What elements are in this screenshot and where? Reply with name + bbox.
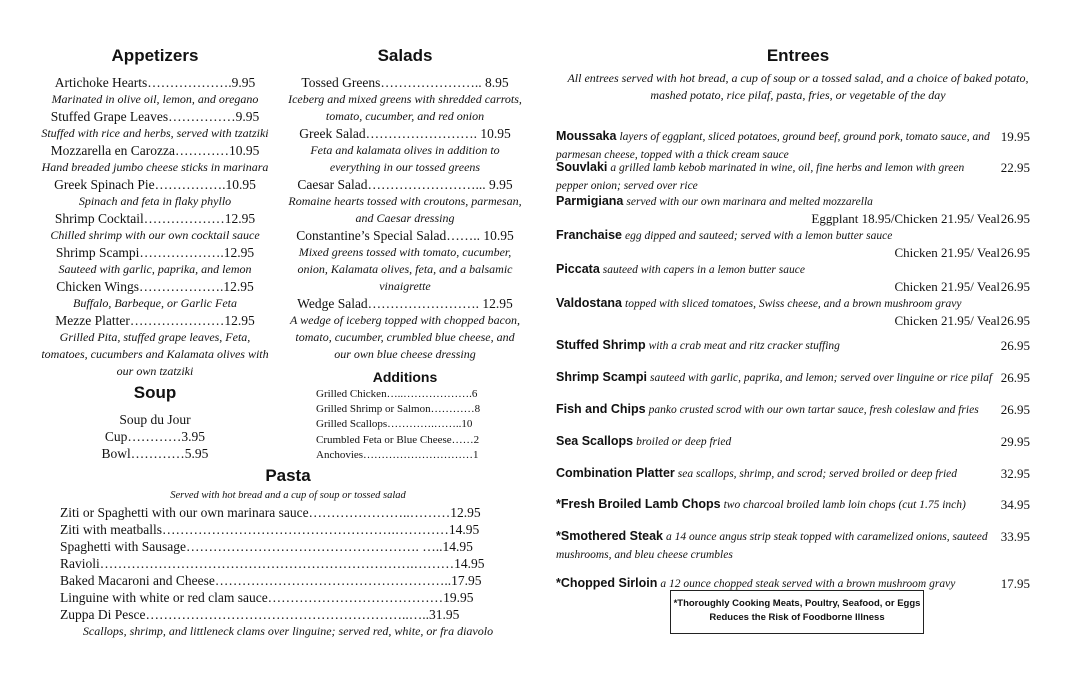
entree-name: Fish and Chips [556,402,646,416]
entree-options: Chicken 21.95/ Veal [894,245,1000,260]
additions-heading: Additions [372,369,438,385]
entree-item [556,465,1040,483]
appetizer-item: Shrimp Scampi……………….12.95 [55,245,255,260]
salad-description: Romaine hearts tossed with croutons, parmesan, and Caesar dressing [288,194,522,225]
soup-item: Soup du Jour [119,412,191,427]
appetizer-item: Shrimp Cocktail………………12.95 [54,211,256,226]
entree-description: egg dipped and sauteed; served with a lemon butter sauce [625,230,893,242]
entree-description: a 14 ounce angus strip steak topped with caramelized onions, sauteed mushrooms, and bleu cheese crumbles [556,531,988,561]
entree-name: Moussaka [556,129,617,143]
entree-price: 26.95 [1000,279,1030,294]
salad-description: Feta and kalamata olives in addition to everything in our tossed greens [310,143,500,174]
entree-price: 26.95 [1000,211,1030,226]
pasta-item: Spaghetti with Sausage……………………………………………. …..14.95 [60,539,473,554]
entree-description: a 12 ounce chopped steak served with a brown mushroom gravy [660,578,956,590]
pasta-item: Linguine with white or red clam sauce…………………………………19.95 [60,590,474,605]
entree-name: Stuffed Shrimp [556,338,646,352]
salads-heading: Salads [377,46,433,65]
addition-item: Crumbled Feta or Blue Cheese……2 [316,433,480,446]
entree-description: two charcoal broiled lamb loin chops (cut 1.75 inch) [723,499,966,511]
appetizer-description: Sauteed with garlic, paprika, and lemon [58,262,252,276]
entree-price: 17.95 [1000,576,1030,591]
appetizer-item: Stuffed Grape Leaves……………9.95 [50,109,260,124]
salad-item: Caesar Salad……………………... 9.95 [297,177,513,192]
entree-price: 26.95 [1000,338,1030,353]
entrees-note: All entrees served with hot bread, a cup of soup or a tossed salad, and a choice of baked potato, mashed potato, rice pilaf, pasta, fries, or vegetable of the day [567,71,1029,102]
salad-description: Mixed greens tossed with tomato, cucumber, onion, Kalamata olives, feta, and a balsamic vinaigrette [297,245,513,293]
entree-item [556,369,1040,387]
appetizer-description: Stuffed with rice and herbs, served with tzatziki [41,126,269,140]
appetizer-description: Buffalo, Barbeque, or Garlic Feta [73,296,237,310]
salad-item: Constantine’s Special Salad…….. 10.95 [296,228,514,243]
entree-item [556,261,1040,294]
entree-price: 26.95 [1000,370,1030,385]
appetizer-item: Artichoke Hearts……………….9.95 [54,75,256,90]
entree-description: with a crab meat and ritz cracker stuffing [648,340,840,352]
pasta-footer: Scallops, shrimp, and littleneck clams over linguine; served red, white, or fra diavolo [82,624,494,638]
entree-price: 22.95 [1000,160,1030,175]
entree-description: a grilled lamb kebob marinated in wine, oil, fine herbs and lemon with green pepper onion; served over rice [556,162,965,192]
entree-description: layers of eggplant, sliced potatoes, ground beef, ground pork, tomato sauce, and parmesan cheese, topped with a thick cream sauce [556,131,990,161]
entree-description: topped with sliced tomatoes, Swiss cheese, and a brown mushroom gravy [625,298,962,310]
entree-name: Parmigiana [556,194,624,208]
entree-description: served with our own marinara and melted mozzarella [626,196,873,208]
salad-item: Tossed Greens………………….. 8.95 [301,75,509,90]
salad-item: Wedge Salad……………………. 12.95 [297,296,513,311]
entree-name: *Fresh Broiled Lamb Chops [556,497,721,511]
entree-options: Chicken 21.95/ Veal [894,313,1000,328]
appetizer-item: Mezze Platter…………………12.95 [55,313,255,328]
entree-name: Valdostana [556,296,622,310]
entree-name: Piccata [556,262,600,276]
additions-section [300,369,510,463]
soup-section [40,383,270,462]
appetizer-item: Chicken Wings……………….12.95 [56,279,254,294]
pasta-section [60,466,516,640]
appetizer-description: Grilled Pita, stuffed grape leaves, Feta, tomatoes, cucumbers and Kalamata olives with our own tzatziki [41,330,269,378]
salads-section [286,46,524,363]
entree-options: Eggplant 18.95/Chicken 21.95/ Veal [811,211,1000,226]
soup-item: Bowl…………5.95 [101,446,209,461]
appetizer-description: Spinach and feta in flaky phyllo [78,194,232,208]
pasta-subtitle: Served with hot bread and a cup of soup or tossed salad [170,490,406,501]
entree-description: sea scallops, shrimp, and scrod; served broiled or deep fried [677,468,958,480]
entree-description: panko crusted scrod with our own tartar sauce, fresh coleslaw and fries [648,404,979,416]
entree-item [556,433,1040,451]
appetizer-description: Hand breaded jumbo cheese sticks in marinara [41,160,269,174]
soup-heading: Soup [133,383,177,402]
entrees-heading: Entrees [766,46,830,65]
entree-name: Souvlaki [556,160,608,174]
entree-description: sauteed with capers in a lemon butter sauce [602,264,805,276]
appetizers-list [40,74,270,380]
pasta-heading: Pasta [265,466,311,485]
entree-item [556,227,1040,260]
entree-name: Sea Scallops [556,434,634,448]
salad-item: Greek Salad……………………. 10.95 [299,126,511,141]
appetizer-item: Greek Spinach Pie…………….10.95 [54,177,256,192]
entree-item [556,193,1040,226]
entree-options: Chicken 21.95/ Veal [894,279,1000,294]
entree-price: 34.95 [1000,497,1030,512]
appetizers-section [40,46,270,380]
entree-price: 26.95 [1000,245,1030,260]
salad-description: Iceberg and mixed greens with shredded carrots, tomato, cucumber, and red onion [288,92,522,123]
soup-item: Cup…………3.95 [104,429,206,444]
entree-name: Shrimp Scampi [556,370,647,384]
appetizers-heading: Appetizers [111,46,199,65]
entree-name: *Chopped Sirloin [556,576,658,590]
entree-item [556,496,1040,514]
appetizer-description: Marinated in olive oil, lemon, and oregano [51,92,259,106]
pasta-item: Zuppa Di Pesce…………………………………………………..…..31.95 [60,607,460,622]
pasta-item: Ziti with meatballs…………………………………………….…………14.95 [60,522,480,537]
salads-list [286,74,524,363]
entree-item [556,159,1040,195]
warning-line: Reduces the Risk of Foodborne Illness [709,612,885,623]
entree-description: broiled or deep fried [636,436,732,448]
entree-item [556,337,1040,355]
entree-name: Combination Platter [556,466,675,480]
pasta-item: Ziti or Spaghetti with our own marinara sauce…………………..………12.95 [60,505,481,520]
entree-price: 26.95 [1000,402,1030,417]
addition-item: Grilled Scallops………….……..10 [316,418,473,431]
entree-price: 19.95 [1000,129,1030,144]
addition-item: Grilled Chicken…..……………….6 [316,388,478,400]
entree-description: sauteed with garlic, paprika, and lemon; served over linguine or rice pilaf [650,372,993,384]
entree-item [556,295,1040,328]
entrees-section [556,46,1040,591]
entree-name: Franchaise [556,228,623,242]
entree-price: 33.95 [1000,529,1030,544]
entree-item [556,401,1040,419]
addition-item: Anchovies…………………………1 [316,448,479,461]
entree-price: 26.95 [1000,313,1030,328]
warning-line: *Thoroughly Cooking Meats, Poultry, Seafood, or Eggs [673,598,921,609]
food-safety-warning [670,590,924,634]
appetizer-item: Mozzarella en Carozza…………10.95 [50,143,260,158]
pasta-item: Ravioli…………………………………………………………….………14.95 [60,556,485,571]
appetizer-description: Chilled shrimp with our own cocktail sauce [50,228,260,242]
addition-item: Grilled Shrimp or Salmon…………8 [316,403,481,416]
entree-price: 29.95 [1000,434,1030,449]
entree-price: 32.95 [1000,466,1030,481]
entree-name: *Smothered Steak [556,529,663,543]
pasta-item: Baked Macaroni and Cheese……………………………………………..17.95 [60,573,482,588]
entree-item [556,528,1040,564]
salad-description: A wedge of iceberg topped with chopped bacon, tomato, cucumber, crumbled blue cheese, and our own blue cheese dressing [290,313,520,361]
